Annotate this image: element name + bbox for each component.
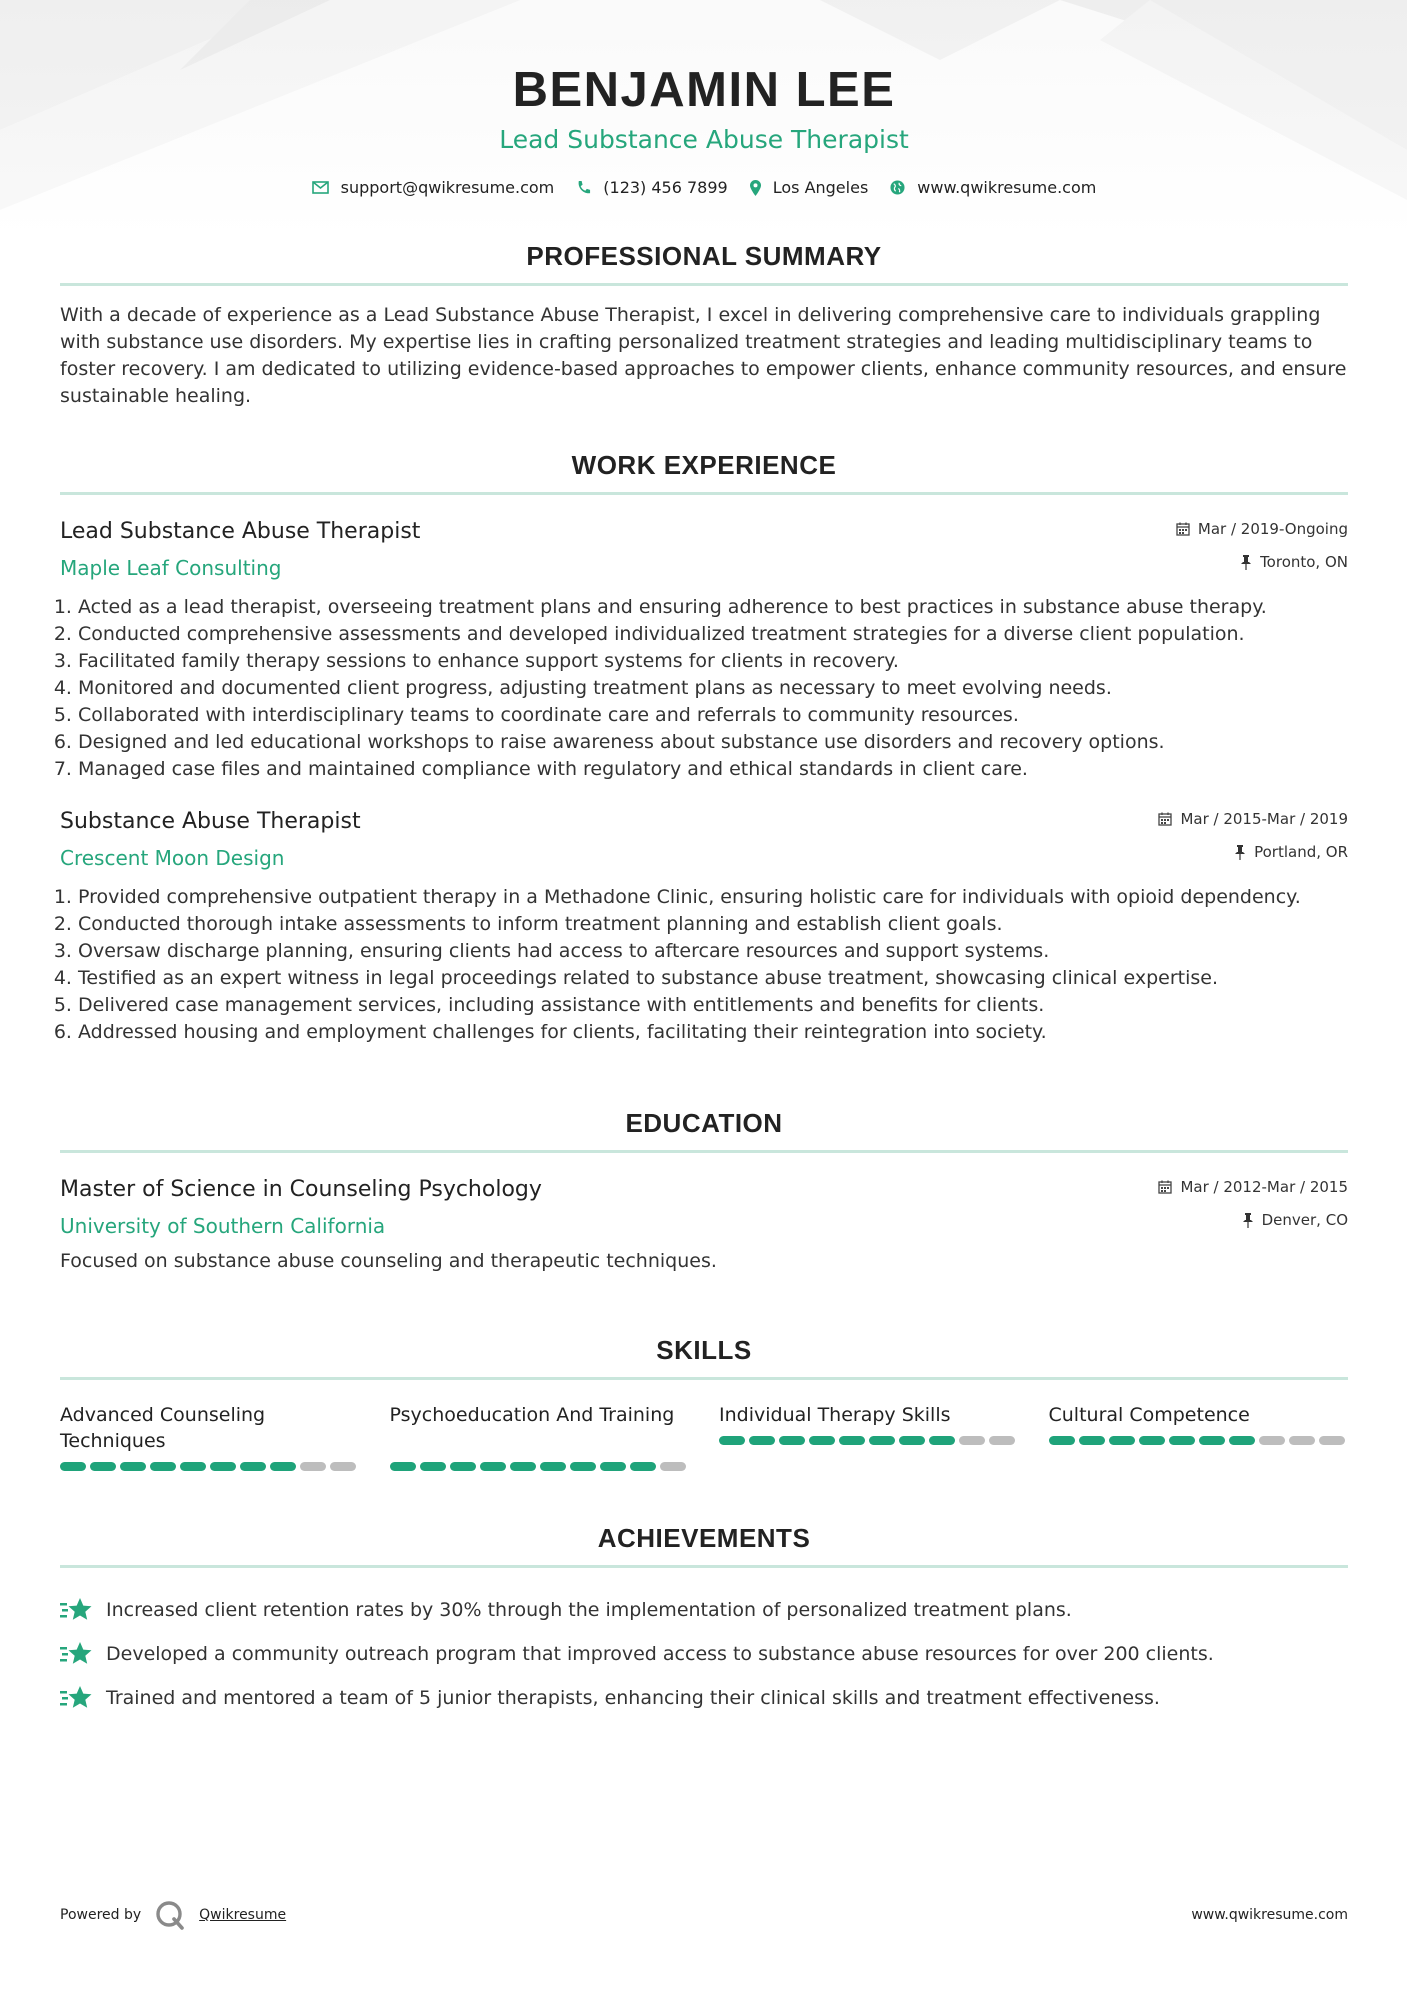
skill-level-bar	[1049, 1436, 1349, 1445]
contact-email[interactable]	[312, 178, 555, 197]
duty-item: 7. Managed case files and maintained compliance with regulatory and ethical standards in client care.	[78, 756, 1348, 783]
contact-website[interactable]	[890, 178, 1096, 197]
skill-segment-filled	[899, 1436, 925, 1445]
job-dates-text: Mar / 2015-Mar / 2019	[1180, 810, 1348, 828]
star-badge-icon	[60, 1641, 92, 1667]
skill-segment-empty	[300, 1462, 326, 1471]
work-section-title: WORK EXPERIENCE	[60, 448, 1348, 495]
duty-item: 3. Facilitated family therapy sessions to enhance support systems for clients in recovery.	[78, 648, 1348, 675]
skill-name: Individual Therapy Skills	[719, 1404, 951, 1426]
skill-segment-filled	[1079, 1436, 1105, 1445]
location-text: Los Angeles	[772, 178, 869, 197]
job-dates	[1158, 807, 1348, 831]
skill-segment-filled	[480, 1462, 506, 1471]
skill-segment-filled	[60, 1462, 86, 1471]
calendar-icon	[1158, 1180, 1172, 1194]
education-location	[1158, 1208, 1348, 1232]
education-degree: Master of Science in Counseling Psychology	[60, 1177, 542, 1202]
skill-segment-filled	[270, 1462, 296, 1471]
skill-name: Psychoeducation And Training	[389, 1404, 675, 1426]
job-role: Substance Abuse Therapist	[60, 809, 361, 834]
skill-name: Cultural Competence	[1048, 1404, 1250, 1426]
duty-item: 3. Oversaw discharge planning, ensuring clients had access to aftercare resources and support systems.	[78, 938, 1348, 965]
skill-segment-filled	[1229, 1436, 1255, 1445]
skill-segment-filled	[929, 1436, 955, 1445]
skill-level-bar	[60, 1462, 360, 1471]
summary-section-title: PROFESSIONAL SUMMARY	[60, 239, 1348, 286]
skill-segment-filled	[120, 1462, 146, 1471]
pushpin-icon	[1242, 1213, 1254, 1228]
job-location	[1158, 840, 1348, 864]
duty-item: 5. Delivered case management services, including assistance with entitlements and benefits for clients.	[78, 992, 1348, 1019]
skill-item	[719, 1402, 1019, 1471]
job-entry	[60, 807, 1348, 1046]
job-duties-list	[60, 884, 1348, 1046]
job-dates	[1176, 517, 1348, 541]
skill-item	[1049, 1402, 1349, 1471]
job-duties-list	[60, 594, 1348, 783]
education-dates	[1158, 1175, 1348, 1199]
footer-website[interactable]: www.qwikresume.com	[1191, 1907, 1348, 1923]
job-header	[60, 807, 1348, 872]
star-badge-icon	[60, 1597, 92, 1623]
phone-icon	[576, 180, 591, 195]
skill-segment-empty	[1289, 1436, 1315, 1445]
skill-segment-empty	[660, 1462, 686, 1471]
qwikresume-logo-icon	[155, 1900, 185, 1930]
achievements-list	[60, 1588, 1348, 1720]
powered-by-label: Powered by	[60, 1907, 142, 1923]
education-dates-text: Mar / 2012-Mar / 2015	[1180, 1178, 1348, 1196]
skill-segment-filled	[779, 1436, 805, 1445]
skill-segment-filled	[420, 1462, 446, 1471]
map-pin-icon	[750, 180, 761, 196]
skill-name: Advanced Counseling Techniques	[60, 1404, 266, 1452]
skill-segment-filled	[1169, 1436, 1195, 1445]
job-location-text: Toronto, ON	[1260, 553, 1348, 571]
skill-segment-filled	[869, 1436, 895, 1445]
skills-section-title: SKILLS	[60, 1333, 1348, 1380]
contact-location	[750, 178, 869, 197]
duty-item: 6. Designed and led educational workshops to raise awareness about substance use disorders and recovery options.	[78, 729, 1348, 756]
education-header	[60, 1175, 1348, 1240]
website-text: www.qwikresume.com	[917, 178, 1097, 197]
duty-item: 1. Acted as a lead therapist, overseeing treatment plans and ensuring adherence to best practices in substance abuse therapy.	[78, 594, 1348, 621]
skill-segment-filled	[540, 1462, 566, 1471]
star-badge-icon	[60, 1685, 92, 1711]
skill-level-bar	[390, 1462, 690, 1471]
achievement-text: Trained and mentored a team of 5 junior therapists, enhancing their clinical skills and treatment effectiveness.	[106, 1687, 1160, 1709]
pushpin-icon	[1234, 845, 1246, 860]
duty-item: 1. Provided comprehensive outpatient therapy in a Methadone Clinic, ensuring holistic care for individuals with opioid dependency.	[78, 884, 1348, 911]
skill-segment-filled	[210, 1462, 236, 1471]
pushpin-icon	[1240, 555, 1252, 570]
skill-segment-filled	[450, 1462, 476, 1471]
job-company: Maple Leaf Consulting	[60, 556, 282, 580]
skill-segment-filled	[240, 1462, 266, 1471]
skill-segment-filled	[630, 1462, 656, 1471]
skill-segment-filled	[809, 1436, 835, 1445]
skill-segment-filled	[180, 1462, 206, 1471]
globe-icon	[890, 180, 905, 195]
skill-segment-filled	[510, 1462, 536, 1471]
envelope-icon	[312, 181, 329, 194]
achievement-text: Developed a community outreach program that improved access to substance abuse resources for over 200 clients.	[106, 1643, 1214, 1665]
skill-level-bar	[719, 1436, 1019, 1445]
job-location	[1176, 550, 1348, 574]
skill-segment-filled	[150, 1462, 176, 1471]
job-company: Crescent Moon Design	[60, 846, 285, 870]
contact-phone[interactable]	[576, 178, 727, 197]
education-description: Focused on substance abuse counseling and therapeutic techniques.	[60, 1250, 717, 1272]
contact-bar	[60, 178, 1348, 197]
skill-item	[60, 1402, 360, 1471]
calendar-icon	[1176, 522, 1190, 536]
job-entry	[60, 517, 1348, 783]
skills-grid	[60, 1402, 1348, 1471]
duty-item: 5. Collaborated with interdisciplinary teams to coordinate care and referrals to community resources.	[78, 702, 1348, 729]
email-text: support@qwikresume.com	[340, 178, 555, 197]
skill-segment-empty	[1259, 1436, 1285, 1445]
skill-segment-empty	[959, 1436, 985, 1445]
candidate-name: BENJAMIN LEE	[512, 63, 896, 117]
education-location-text: Denver, CO	[1261, 1211, 1348, 1229]
resume-page	[60, 0, 1348, 1720]
duty-item: 4. Testified as an expert witness in legal proceedings related to substance abuse treatment, showcasing clinical expertise.	[78, 965, 1348, 992]
skill-segment-filled	[1199, 1436, 1225, 1445]
skill-segment-empty	[989, 1436, 1015, 1445]
page-footer	[60, 1900, 1348, 1930]
skill-segment-filled	[1049, 1436, 1075, 1445]
resume-header	[60, 0, 1348, 197]
skill-segment-filled	[839, 1436, 865, 1445]
candidate-title: Lead Substance Abuse Therapist	[499, 125, 909, 154]
education-school: University of Southern California	[60, 1214, 386, 1238]
skill-segment-filled	[600, 1462, 626, 1471]
skill-segment-empty	[1319, 1436, 1345, 1445]
summary-text: With a decade of experience as a Lead Substance Abuse Therapist, I excel in delivering comprehensive care to individuals grappling with substance use disorders. My expertise lies in crafting personalized treatment strategies and leading multidisciplinary teams to foster recovery. I am dedicated to utilizing evidence-based approaches to empower clients, enhance community resources, and ensure sustainable healing.	[60, 304, 1347, 407]
achievements-section-title: ACHIEVEMENTS	[60, 1521, 1348, 1568]
skill-segment-filled	[570, 1462, 596, 1471]
job-role: Lead Substance Abuse Therapist	[60, 519, 421, 544]
achievement-item	[60, 1676, 1348, 1720]
duty-item: 4. Monitored and documented client progress, adjusting treatment plans as necessary to meet evolving needs.	[78, 675, 1348, 702]
job-location-text: Portland, OR	[1254, 843, 1348, 861]
skill-segment-filled	[719, 1436, 745, 1445]
achievement-item	[60, 1632, 1348, 1676]
skill-item	[390, 1402, 690, 1471]
skill-segment-filled	[749, 1436, 775, 1445]
duty-item: 6. Addressed housing and employment challenges for clients, facilitating their reintegration into society.	[78, 1019, 1348, 1046]
achievement-text: Increased client retention rates by 30% through the implementation of personalized treatment plans.	[106, 1599, 1072, 1621]
duty-item: 2. Conducted thorough intake assessments to inform treatment planning and establish client goals.	[78, 911, 1348, 938]
duty-item: 2. Conducted comprehensive assessments and developed individualized treatment strategies for a diverse client population.	[78, 621, 1348, 648]
education-section-title: EDUCATION	[60, 1106, 1348, 1153]
skill-segment-filled	[390, 1462, 416, 1471]
skill-segment-filled	[1139, 1436, 1165, 1445]
job-dates-text: Mar / 2019-Ongoing	[1197, 520, 1348, 538]
education-entry	[60, 1175, 1348, 1275]
qwikresume-link[interactable]: Qwikresume	[199, 1907, 287, 1923]
achievement-item	[60, 1588, 1348, 1632]
skill-segment-empty	[330, 1462, 356, 1471]
phone-text: (123) 456 7899	[603, 178, 728, 197]
job-header	[60, 517, 1348, 582]
calendar-icon	[1158, 812, 1172, 826]
skill-segment-filled	[1109, 1436, 1135, 1445]
skill-segment-filled	[90, 1462, 116, 1471]
